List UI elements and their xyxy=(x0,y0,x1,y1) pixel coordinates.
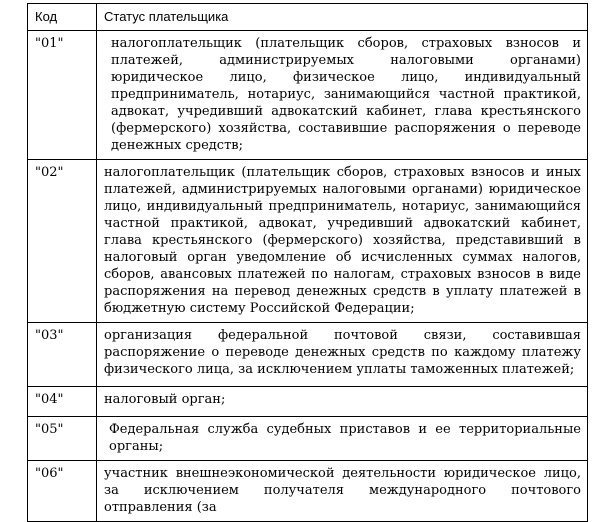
table-row xyxy=(28,417,588,461)
header-status: Статус плательщика xyxy=(97,4,588,31)
row-code: "01" xyxy=(28,31,97,160)
table-row xyxy=(28,160,588,323)
row-status: налогоплательщик (плательщик сборов, страховых взносов и платежей, администрируемых налоговыми органами) юридическое лицо, физическое лицо, индивидуальный предприниматель, нотариус, занимающийся частной практикой, адвокат, учредивший адвокатский кабинет, глава крестьянского (фермерского) хозяйства, составившие распоряжения о переводе денежных средств; xyxy=(97,31,588,160)
row-status: Федеральная служба судебных приставов и ее территориальные органы; xyxy=(97,417,588,461)
table-row xyxy=(28,31,588,160)
table-row xyxy=(28,323,588,387)
row-status: участник внешнеэкономической деятельности юридическое лицо, за исключением получателя международного почтового отправления (за xyxy=(97,461,588,522)
row-code: "04" xyxy=(28,387,97,417)
table-row xyxy=(28,387,588,417)
header-code: Код xyxy=(28,4,97,31)
table-row xyxy=(28,461,588,522)
row-status: налоговый орган; xyxy=(97,387,588,417)
row-code: "02" xyxy=(28,160,97,323)
row-code: "06" xyxy=(28,461,97,522)
row-status: организация федеральной почтовой связи, составившая распоряжение о переводе денежных средств по каждому платежу физического лица, за исключением уплаты таможенных платежей; xyxy=(97,323,588,387)
payer-status-table xyxy=(27,3,588,522)
row-status: налогоплательщик (плательщик сборов, страховых взносов и иных платежей, администрируемых налоговыми органами) юридическое лицо, индивидуальный предприниматель, нотариус, занимающийся частной практикой, адвокат, учредивший адвокатский кабинет, глава крестьянского (фермерского) хозяйства, представивший в налоговый орган уведомление об исчисленных суммах налогов, сборов, авансовых платежей по налогам, страховых взносов в виде распоряжения на перевод денежных средств в уплату платежей в бюджетную систему Российской Федерации; xyxy=(97,160,588,323)
row-code: "05" xyxy=(28,417,97,461)
table-header-row xyxy=(28,4,588,31)
row-code: "03" xyxy=(28,323,97,387)
